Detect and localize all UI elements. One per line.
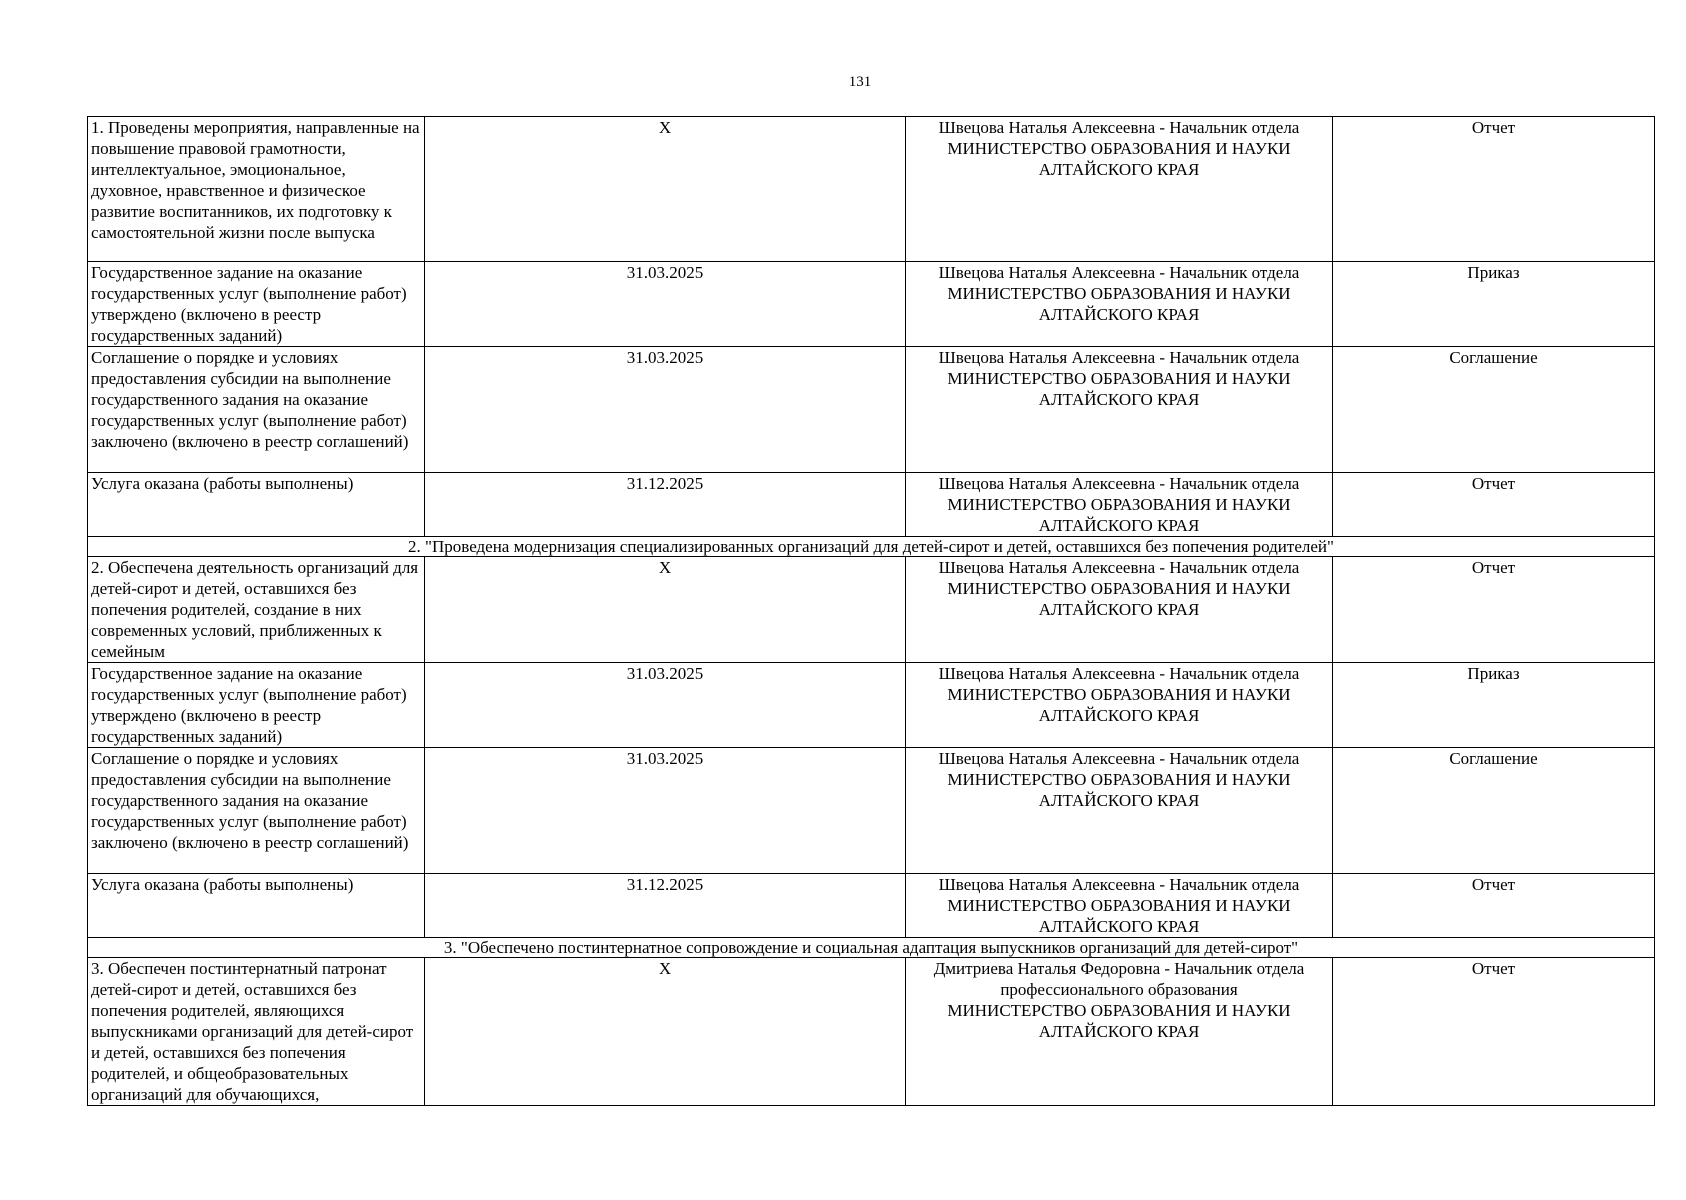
responsible-person: Швецова Наталья Алексеевна - Начальник отдела xyxy=(938,875,1300,894)
cell-responsible xyxy=(906,748,1333,874)
responsible-person: Швецова Наталья Алексеевна - Начальник отдела xyxy=(938,749,1300,768)
table-row xyxy=(88,347,1655,473)
table-row xyxy=(88,557,1655,663)
cell-name: Государственное задание на оказание государственных услуг (выполнение работ) утверждено (включено в реестр государственных заданий) xyxy=(88,262,425,347)
cell-responsible xyxy=(906,473,1333,537)
responsible-organization: МИНИСТЕРСТВО ОБРАЗОВАНИЯ И НАУКИ АЛТАЙСКОГО КРАЯ xyxy=(947,579,1291,619)
page-number: 131 xyxy=(848,74,872,90)
plan-table xyxy=(87,116,1655,1106)
responsible-department: профессионального образования xyxy=(1000,980,1238,999)
responsible-person: Швецова Наталья Алексеевна - Начальник отдела xyxy=(938,348,1300,367)
cell-date: 31.03.2025 xyxy=(425,663,906,748)
cell-responsible xyxy=(906,117,1333,262)
cell-name: 3. Обеспечен постинтернатный патронат детей-сирот и детей, оставшихся без попечения родителей, являющихся выпускниками организаций для детей-сирот и детей, оставшихся без попечения родителей, и общеобразовательных организаций для обучающихся, xyxy=(88,958,425,1106)
cell-responsible xyxy=(906,557,1333,663)
cell-document: Отчет xyxy=(1333,557,1655,663)
cell-document: Соглашение xyxy=(1333,347,1655,473)
cell-name: Государственное задание на оказание государственных услуг (выполнение работ) утверждено (включено в реестр государственных заданий) xyxy=(88,663,425,748)
table-row xyxy=(88,117,1655,262)
table-row xyxy=(88,473,1655,537)
responsible-organization: МИНИСТЕРСТВО ОБРАЗОВАНИЯ И НАУКИ АЛТАЙСКОГО КРАЯ xyxy=(947,284,1291,324)
cell-document: Приказ xyxy=(1333,262,1655,347)
cell-name: Соглашение о порядке и условиях предоставления субсидии на выполнение государственного задания на оказание государственных услуг (выполнение работ) заключено (включено в реестр соглашений) xyxy=(88,748,425,874)
cell-document: Приказ xyxy=(1333,663,1655,748)
responsible-organization: МИНИСТЕРСТВО ОБРАЗОВАНИЯ И НАУКИ АЛТАЙСКОГО КРАЯ xyxy=(947,770,1291,810)
responsible-person: Швецова Наталья Алексеевна - Начальник отдела xyxy=(938,474,1300,493)
cell-date: 31.12.2025 xyxy=(425,473,906,537)
cell-responsible xyxy=(906,663,1333,748)
responsible-organization: МИНИСТЕРСТВО ОБРАЗОВАНИЯ И НАУКИ АЛТАЙСКОГО КРАЯ xyxy=(947,369,1291,409)
responsible-person: Швецова Наталья Алексеевна - Начальник отдела xyxy=(938,263,1300,282)
responsible-person: Швецова Наталья Алексеевна - Начальник отдела xyxy=(938,118,1300,137)
table-row xyxy=(88,874,1655,938)
table-row xyxy=(88,663,1655,748)
section-heading: 2. "Проведена модернизация специализированных организаций для детей-сирот и детей, оставшихся без попечения родителей" xyxy=(88,537,1655,557)
cell-date: 31.12.2025 xyxy=(425,874,906,938)
responsible-person: Дмитриева Наталья Федоровна - Начальник отдела xyxy=(933,959,1305,978)
section-heading: 3. "Обеспечено постинтернатное сопровождение и социальная адаптация выпускников организаций для детей-сирот" xyxy=(88,938,1655,958)
table-row xyxy=(88,748,1655,874)
cell-name: Услуга оказана (работы выполнены) xyxy=(88,473,425,537)
cell-date: X xyxy=(425,117,906,262)
responsible-person: Швецова Наталья Алексеевна - Начальник отдела xyxy=(938,558,1300,577)
section-row xyxy=(88,537,1655,557)
table-row xyxy=(88,262,1655,347)
cell-document: Отчет xyxy=(1333,473,1655,537)
section-row xyxy=(88,938,1655,958)
cell-responsible xyxy=(906,262,1333,347)
cell-name: Услуга оказана (работы выполнены) xyxy=(88,874,425,938)
cell-document: Соглашение xyxy=(1333,748,1655,874)
responsible-organization: МИНИСТЕРСТВО ОБРАЗОВАНИЯ И НАУКИ АЛТАЙСКОГО КРАЯ xyxy=(947,896,1291,936)
cell-responsible xyxy=(906,958,1333,1106)
cell-responsible xyxy=(906,347,1333,473)
cell-responsible xyxy=(906,874,1333,938)
responsible-organization: МИНИСТЕРСТВО ОБРАЗОВАНИЯ И НАУКИ АЛТАЙСКОГО КРАЯ xyxy=(947,495,1291,535)
responsible-organization: МИНИСТЕРСТВО ОБРАЗОВАНИЯ И НАУКИ АЛТАЙСКОГО КРАЯ xyxy=(947,1001,1291,1041)
table-row xyxy=(88,958,1655,1106)
responsible-organization: МИНИСТЕРСТВО ОБРАЗОВАНИЯ И НАУКИ АЛТАЙСКОГО КРАЯ xyxy=(947,685,1291,725)
cell-document: Отчет xyxy=(1333,117,1655,262)
cell-name: 2. Обеспечена деятельность организаций для детей-сирот и детей, оставшихся без попечения родителей, создание в них современных условий, приближенных к семейным xyxy=(88,557,425,663)
cell-document: Отчет xyxy=(1333,958,1655,1106)
cell-date: 31.03.2025 xyxy=(425,748,906,874)
cell-date: X xyxy=(425,557,906,663)
cell-date: 31.03.2025 xyxy=(425,262,906,347)
cell-document: Отчет xyxy=(1333,874,1655,938)
responsible-organization: МИНИСТЕРСТВО ОБРАЗОВАНИЯ И НАУКИ АЛТАЙСКОГО КРАЯ xyxy=(947,139,1291,179)
cell-date: 31.03.2025 xyxy=(425,347,906,473)
cell-name: 1. Проведены мероприятия, направленные на повышение правовой грамотности, интеллектуальное, эмоциональное, духовное, нравственное и физическое развитие воспитанников, их подготовку к самостоятельной жизни после выпуска xyxy=(88,117,425,262)
cell-date: X xyxy=(425,958,906,1106)
cell-name: Соглашение о порядке и условиях предоставления субсидии на выполнение государственного задания на оказание государственных услуг (выполнение работ) заключено (включено в реестр соглашений) xyxy=(88,347,425,473)
responsible-person: Швецова Наталья Алексеевна - Начальник отдела xyxy=(938,664,1300,683)
